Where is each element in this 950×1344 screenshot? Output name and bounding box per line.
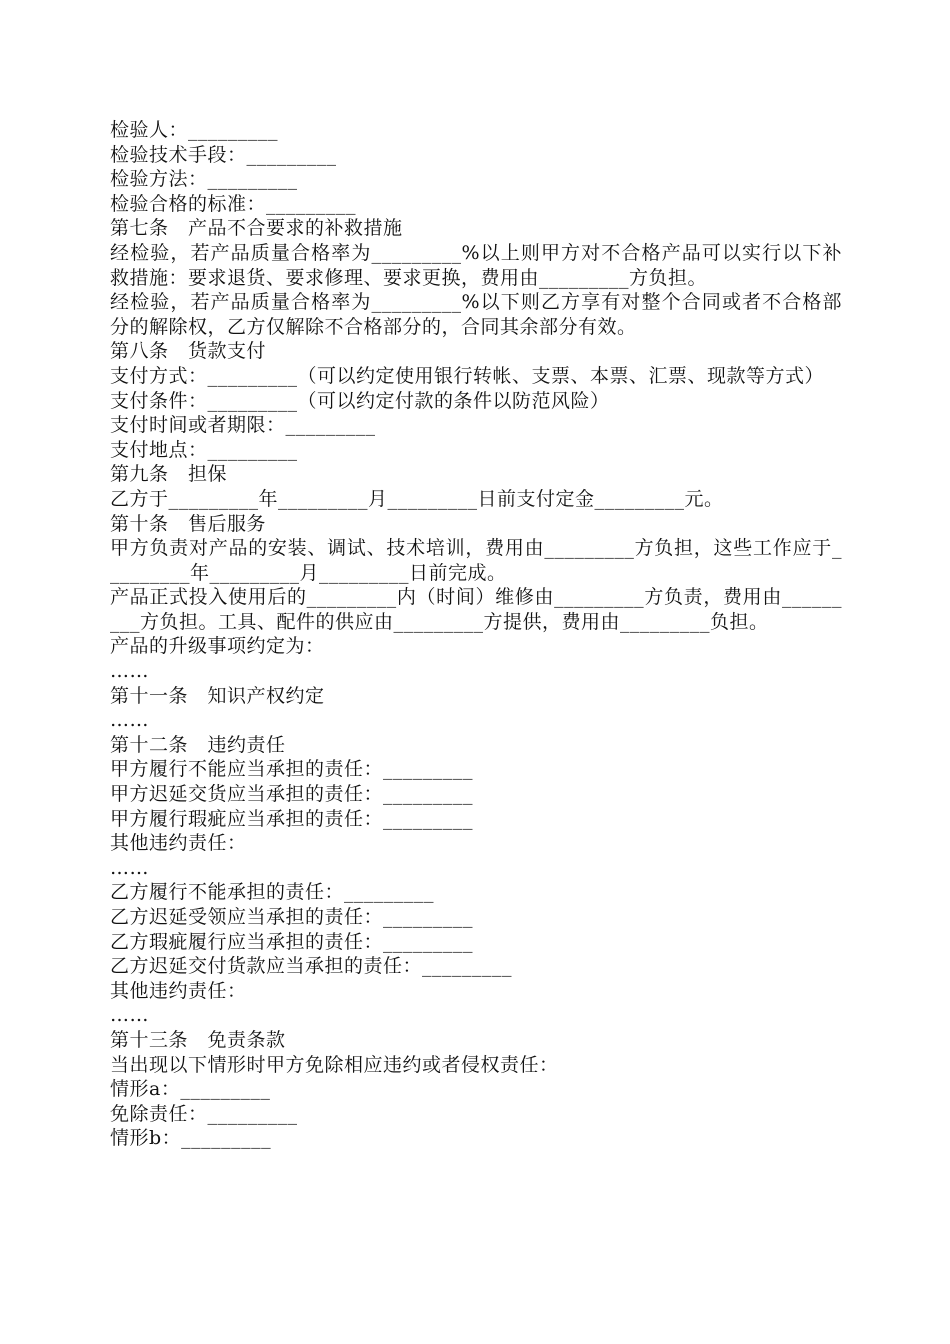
ellipsis: …… [110, 1004, 149, 1027]
section-heading: 第十一条 知识产权约定 [110, 684, 325, 707]
section-heading: 第九条 担保 [110, 463, 228, 486]
text-line: 检验技术手段：_________ [110, 143, 337, 166]
text-line: 检验人：_________ [110, 119, 279, 141]
text-line: 甲方履行瑕疵应当承担的责任：_________ [110, 807, 474, 830]
text-line: 产品的升级事项约定为： [110, 635, 325, 658]
ellipsis: …… [110, 660, 149, 683]
text-line: 乙方履行不能承担的责任：_________ [110, 881, 435, 904]
section-heading: 第七条 产品不合要求的补救措施 [110, 217, 403, 240]
text-line: 甲方迟延交货应当承担的责任：_________ [110, 783, 474, 806]
paragraph: 经检验，若产品质量合格率为_________%以上则甲方对不合格产品可以实行以下补救措施：要求退货、要求修理、要求更换，费用由_________方负担。 [110, 241, 842, 289]
ellipsis: …… [110, 856, 149, 879]
text-line: 支付地点：_________ [110, 438, 298, 461]
text-line: 乙方瑕疵履行应当承担的责任：_________ [110, 930, 474, 953]
text-line: 检验合格的标准：_________ [110, 192, 357, 215]
text-line: 免除责任：_________ [110, 1102, 298, 1125]
text-line: 支付条件：_________（可以约定付款的条件以防范风险） [110, 389, 610, 412]
text-line: 乙方迟延受领应当承担的责任：_________ [110, 906, 474, 928]
paragraph: 支付方式：_________（可以约定使用银行转帐、支票、本票、汇票、现款等方式） [110, 364, 825, 387]
text-line: 其他违约责任： [110, 979, 247, 1002]
paragraph: 产品正式投入使用后的_________内（时间）维修由_________方负责，费用由_________方负担。工具、配件的供应由_________方提供，费用由_________负担。 [110, 586, 842, 633]
text-line: 乙方于_________年_________月_________日前支付定金_________元。 [110, 487, 724, 510]
paragraph: 经检验，若产品质量合格率为_________%以下则乙方享有对整个合同或者不合格部分的解除权，乙方仅解除不合格部分的，合同其余部分有效。 [110, 291, 842, 338]
text-line: 乙方迟延交付货款应当承担的责任：_________ [110, 955, 513, 978]
document-body [110, 118, 842, 1151]
text-line: 甲方履行不能应当承担的责任：_________ [110, 758, 474, 781]
text-line: 情形b：_________ [110, 1127, 272, 1150]
text-line: 其他违约责任： [110, 832, 247, 855]
section-heading: 第十条 售后服务 [110, 512, 267, 535]
text-line: 当出现以下情形时甲方免除相应违约或者侵权责任： [110, 1053, 559, 1076]
text-line: 支付时间或者期限：_________ [110, 414, 376, 437]
section-heading: 第十三条 免责条款 [110, 1028, 286, 1051]
paragraph: 甲方负责对产品的安装、调试、技术培训，费用由_________方负担，这些工作应于_________年_________月_________日前完成。 [110, 537, 842, 584]
ellipsis: …… [110, 709, 149, 732]
text-line: 情形a：_________ [110, 1078, 271, 1101]
text-line: 检验方法：_________ [110, 168, 298, 191]
section-heading: 第十二条 违约责任 [110, 733, 286, 756]
section-heading: 第八条 货款支付 [110, 340, 267, 363]
